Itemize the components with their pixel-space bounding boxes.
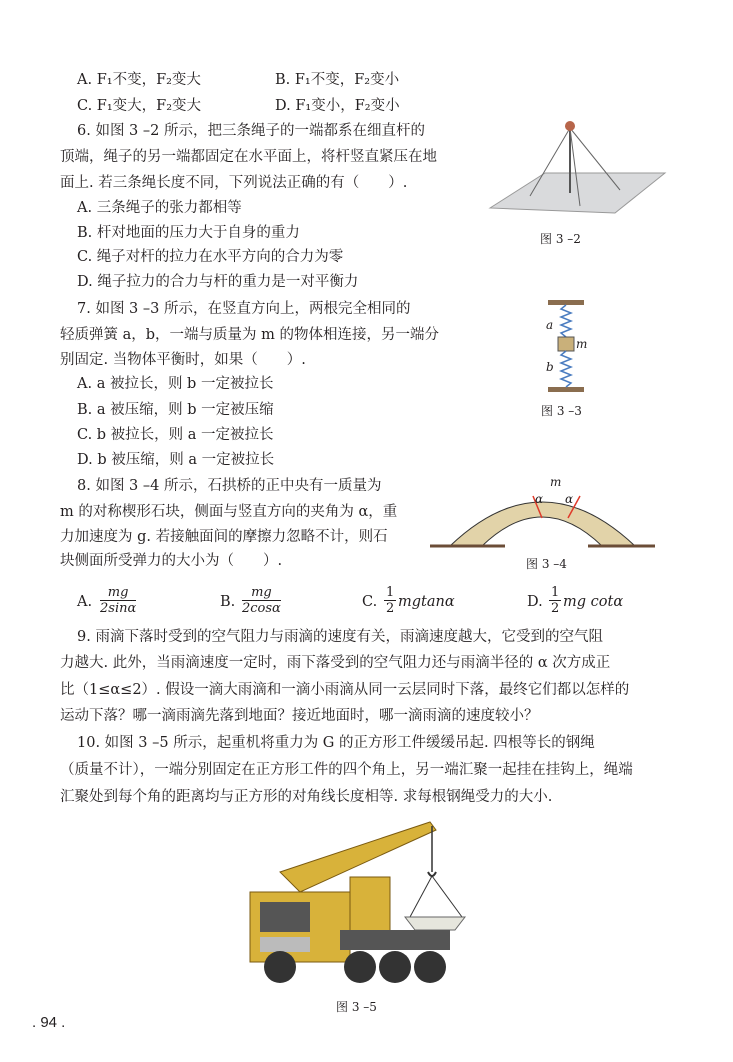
numerator: 1 [386, 585, 395, 600]
denominator: 2sinα [100, 601, 137, 616]
q10-line: 汇聚处到每个角的距离均与正方形的对角线长度相等. 求每根钢绳受力的大小. [60, 789, 553, 805]
arch-mass-label: m [550, 475, 562, 489]
q8-stem-line: m 的对称楔形石块，侧面与竖直方向的夹角为 α，重 [60, 504, 398, 520]
q5-option-a: A. F₁不变，F₂变大 [77, 72, 201, 88]
q9-line: 比（1≤α≤2）. 假设一滴大雨滴和一滴小雨滴从同一云层同时下落，最终它们都以怎样的 [60, 682, 630, 698]
figure-3-2-pole-ropes [470, 118, 670, 223]
q8-stem-line: 块侧面所受弹力的大小为（ ）. [60, 553, 283, 569]
q8-stem-line: 8. 如图 3 –4 所示，石拱桥的正中央有一质量为 [77, 478, 382, 494]
q6-option-a: A. 三条绳子的张力都相等 [77, 200, 242, 216]
denominator: 2 [551, 601, 560, 616]
q5-option-c: C. F₁变大，F₂变大 [77, 98, 202, 114]
q8-option-b-label: B. [220, 594, 236, 610]
arch-angle-left-label: α [535, 492, 544, 506]
q7-stem-line: 7. 如图 3 –3 所示，在竖直方向上，两根完全相同的 [77, 301, 411, 317]
numerator: mg [100, 585, 136, 601]
q8-option-c-fraction [384, 585, 396, 616]
q6-option-c: C. 绳子对杆的拉力在水平方向的合力为零 [77, 249, 344, 265]
q6-option-d: D. 绳子拉力的合力与杆的重力是一对平衡力 [77, 274, 359, 290]
denominator: 2 [386, 601, 395, 616]
q8-option-b-fraction [242, 585, 281, 616]
spring-b-label: b [546, 360, 554, 374]
figure-3-4-caption: 图 3 –4 [526, 557, 567, 571]
figure-3-3-caption: 图 3 –3 [541, 404, 582, 418]
numerator: 1 [551, 585, 560, 600]
q10-line: 10. 如图 3 –5 所示，起重机将重力为 G 的正方形工件缓缓吊起. 四根等长的钢绳 [77, 735, 595, 751]
q6-stem-line: 面上. 若三条绳长度不同，下列说法正确的有（ ）. [60, 175, 408, 191]
q8-option-c-label: C. [362, 594, 378, 610]
figure-3-2-caption: 图 3 –2 [540, 232, 581, 246]
q6-stem-line: 6. 如图 3 –2 所示，把三条绳子的一端都系在细直杆的 [77, 123, 425, 139]
q5-option-b: B. F₁不变，F₂变小 [275, 72, 400, 88]
figure-3-5-caption: 图 3 –5 [336, 1000, 377, 1014]
q6-stem-line: 顶端，绳子的另一端都固定在水平面上，将杆竖直紧压在地 [60, 149, 437, 165]
q10-line: （质量不计），一端分别固定在正方形工件的四个角上，另一端汇聚一起挂在挂钩上，绳端 [60, 762, 633, 778]
q9-line: 9. 雨滴下落时受到的空气阻力与雨滴的速度有关，雨滴速度越大，它受到的空气阻 [77, 629, 603, 645]
q7-option-c: C. b 被拉长，则 a 一定被拉长 [77, 427, 274, 443]
q8-option-c-expression: mgtanα [398, 594, 455, 610]
q7-option-b: B. a 被压缩，则 b 一定被压缩 [77, 402, 274, 418]
numerator: mg [242, 585, 281, 601]
q9-line: 运动下落？哪一滴雨滴先落到地面？接近地面时，哪一滴雨滴的速度较小？ [60, 708, 539, 724]
q7-option-d: D. b 被压缩，则 a 一定被拉长 [77, 452, 275, 468]
figure-3-4-stone-arch [430, 478, 655, 550]
mass-m-label: m [576, 337, 588, 351]
q5-option-d: D. F₁变小，F₂变小 [275, 98, 400, 114]
page-number: . 94 . [32, 1014, 66, 1031]
figure-3-3-springs [538, 300, 598, 392]
q9-line: 力越大. 此外，当雨滴速度一定时，雨下落受到的空气阻力还与雨滴半径的 α 次方成正 [60, 655, 611, 671]
figure-3-5-crane-illustration [240, 812, 480, 992]
denominator: 2cosα [242, 601, 281, 616]
q7-option-a: A. a 被拉长，则 b 一定被拉长 [77, 376, 274, 392]
q8-stem-line: 力加速度为 g. 若接触面间的摩擦力忽略不计，则石 [60, 529, 388, 545]
spring-a-label: a [546, 318, 554, 332]
arch-angle-right-label: α [565, 492, 574, 506]
q7-stem-line: 别固定. 当物体平衡时，如果（ ）. [60, 352, 306, 368]
q8-option-d-expression: mg cotα [563, 594, 624, 610]
q8-option-a-label: A. [77, 594, 93, 610]
q6-option-b: B. 杆对地面的压力大于自身的重力 [77, 225, 300, 241]
q8-option-a-fraction [100, 585, 136, 616]
q8-option-d-label: D. [527, 594, 543, 610]
q8-option-d-fraction [549, 585, 561, 616]
q7-stem-line: 轻质弹簧 a，b，一端与质量为 m 的物体相连接，另一端分 [60, 327, 440, 343]
